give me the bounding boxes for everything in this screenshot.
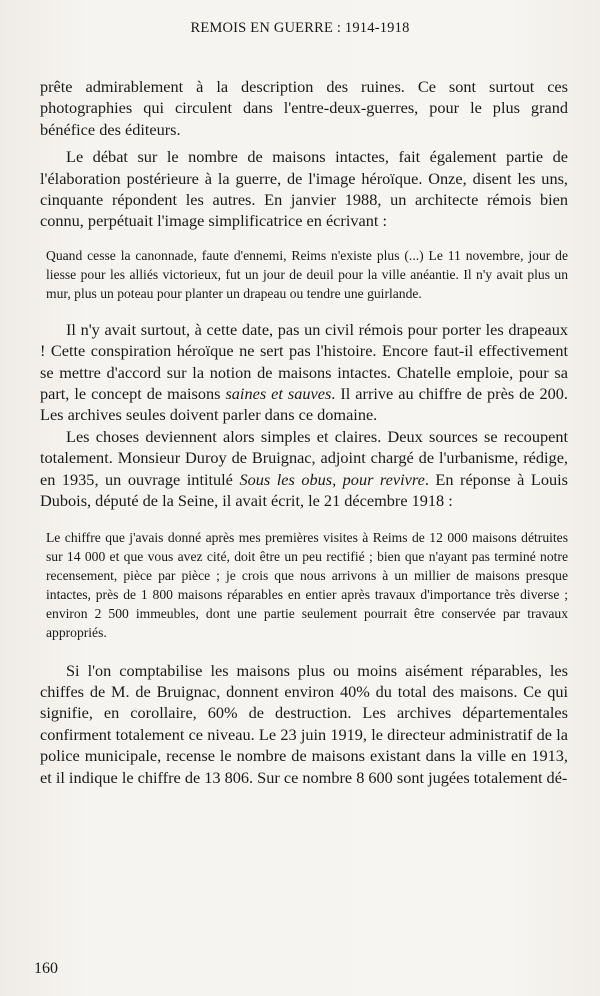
- paragraph-4: [40, 426, 568, 512]
- paragraph-3: [40, 319, 568, 426]
- paragraph-3-text: Il n'y avait surtout, à cette date, pas un civil rémois pour porter les drapeaux ! Cette conspiration héroïque ne sert pas l'histoire. Encore faut-il effectivement se mettre d'accord sur la notion de maisons intactes. Chatelle emploie, pour sa part, le concept de maisons: [40, 319, 568, 404]
- running-title: REMOIS EN GUERRE : 1914-1918: [190, 20, 410, 36]
- paragraph-1: prête admirablement à la description des ruines. Ce sont surtout ces photographies qui circulent dans l'entre-deux-guerres, pour le plus grand bénéfice des éditeurs.: [40, 77, 568, 139]
- paragraph-2: Le débat sur le nombre de maisons intactes, fait également partie de l'élaboration postérieure à la guerre, de l'image héroïque. Onze, disent les uns, cinquante répondent les autres. En janvier 1988, un architecte rémois bien connu, perpétuait l'image simplificatrice en écrivant :: [40, 147, 568, 231]
- paragraph-4-end: . En réponse à Louis Dubois, député de la Seine, il avait écrit, le 21 décembre 1918 :: [40, 469, 568, 511]
- paragraph-4-emphasis: Sous les obus, pour revivre: [239, 469, 425, 489]
- quotation-1: Quand cesse la canonnade, faute d'ennemi, Reims n'existe plus (...) Le 11 novembre, jour de liesse pour les alliés victorieux, fut un jour de deuil pour la ville anéantie. Il n'y avait plus un mur, plus un poteau pour planter un drapeau ou tendre une guirlande.: [46, 247, 568, 301]
- paragraph-4-text: Les choses deviennent alors simples et claires. Deux sources se recoupent totalement. Monsieur Duroy de Bruignac, adjoint chargé de l'urbanisme, rédige, en 1935, un ouvrage intitulé: [40, 426, 568, 489]
- quotation-2: Le chiffre que j'avais donné après mes premières visites à Reims de 12 000 maisons détruites sur 14 000 et que vous avez cité, doit être un peu rectifié ; bien que n'ayant pas terminé notre recensement, pièce par pièce ; je crois que nous arrivons à un millier de maisons presque intactes, près de 1 800 maisons réparables en entier après travaux d'importance très diverse ; environ 2 500 immeubles, dont une partie seulement pourrait être conservée par travaux appropriés.: [46, 529, 568, 640]
- paragraph-5: Si l'on comptabilise les maisons plus ou moins aisément réparables, les chiffes de M. de Bruignac, donnent environ 40% du total des maisons. Ce qui signifie, en corollaire, 60% de destruction. Les archives départementales confirment totalement ce niveau. Le 23 juin 1919, le directeur administratif de la police municipale, recense le nombre de maisons existant dans la ville en 1913, et il indique le chiffre de 13 806. Sur ce nombre 8 600 sont jugées totalement dé-: [40, 660, 568, 787]
- paragraph-3-end: . Il arrive au chiffre de près de 200. Les archives seules doivent parler dans ce domaine.: [40, 384, 568, 425]
- body-text: [40, 76, 568, 788]
- paragraph-3-emphasis: saines et sauves: [225, 384, 332, 404]
- page-number: 160: [34, 960, 58, 977]
